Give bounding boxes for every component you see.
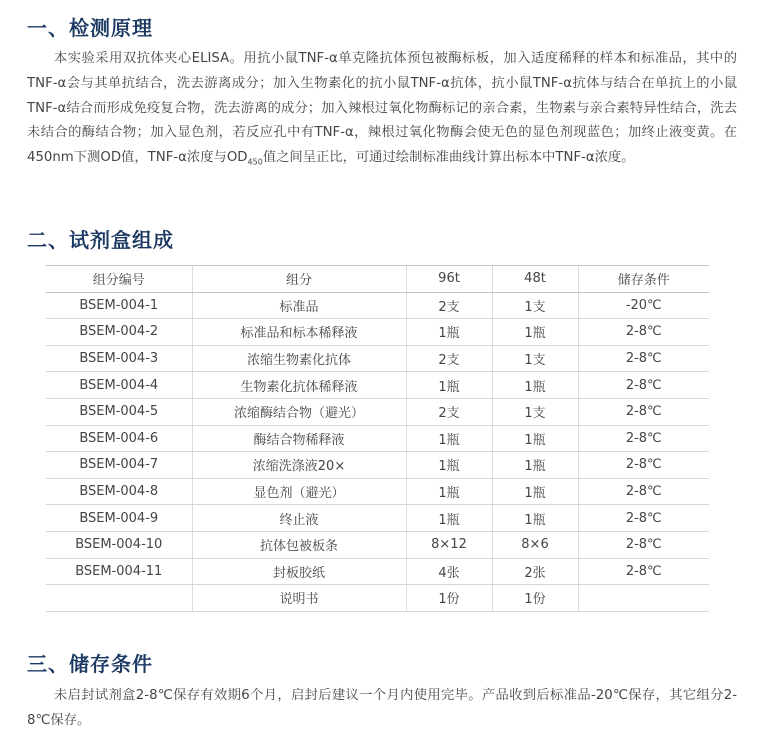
table-row: [46, 372, 709, 399]
table-cell: 标准品: [192, 292, 406, 319]
table-cell: 2-8℃: [578, 345, 709, 372]
table-cell: 1支: [492, 398, 578, 425]
principle-paragraph: [27, 47, 737, 171]
table-cell: BSEM-004-6: [46, 425, 192, 452]
table-cell: 1瓶: [492, 425, 578, 452]
table-cell: 浓缩生物素化抗体: [192, 345, 406, 372]
section-title-storage: 三、储存条件: [27, 652, 153, 676]
table-header-cell: 组分: [192, 266, 406, 293]
storage-paragraph: 未启封试剂盒2-8℃保存有效期6个月，启封后建议一个月内使用完毕。产品收到后标准品-20℃保存，其它组分2-8℃保存。: [27, 688, 737, 728]
table-cell: [578, 585, 709, 612]
table-cell: 2支: [406, 398, 492, 425]
table-row: [46, 478, 709, 505]
table-cell: 1瓶: [492, 452, 578, 479]
table-cell: 封板胶纸: [192, 558, 406, 585]
table-row: [46, 505, 709, 532]
table-cell: BSEM-004-9: [46, 505, 192, 532]
table-row: [46, 531, 709, 558]
table-cell: 2-8℃: [578, 398, 709, 425]
table-cell: 浓缩洗涤液20×: [192, 452, 406, 479]
table-cell: 1瓶: [406, 319, 492, 346]
table-cell: [46, 585, 192, 612]
table-cell: 酶结合物稀释液: [192, 425, 406, 452]
table-cell: 4张: [406, 558, 492, 585]
table-cell: 浓缩酶结合物（避光）: [192, 398, 406, 425]
table-header-cell: 组分编号: [46, 266, 192, 293]
table-cell: 2-8℃: [578, 319, 709, 346]
table-row: [46, 398, 709, 425]
table-cell: 1瓶: [406, 452, 492, 479]
table-cell: BSEM-004-7: [46, 452, 192, 479]
principle-text-a: 本实验采用双抗体夹心ELISA。用抗小鼠TNF-α单克隆抗体预包被酶标板，加入适度稀释的样本和标准品，其中的TNF-α会与其单抗结合，洗去游离成分；加入生物素化的抗小鼠TNF-α抗体，抗小鼠TNF-α抗体与结合在单抗上的小鼠TNF-α结合而形成免疫复合物，洗去游离的成分；加入辣根过氧化物酶标记的亲合素，生物素与亲合素特异性结合，洗去未结合的酶结合物；加入显色剂，若反应孔中有TNF-α，辣根过氧化物酶会使无色的显色剂现蓝色；加终止液变黄。在450nm下测OD值，TNF-α浓度与OD: [27, 51, 737, 166]
table-cell: BSEM-004-5: [46, 398, 192, 425]
od-subscript: 450: [247, 157, 263, 167]
table-cell: 1支: [492, 345, 578, 372]
table-cell: 标准品和标本稀释液: [192, 319, 406, 346]
table-cell: 1支: [492, 292, 578, 319]
table-header-row: [46, 266, 709, 293]
table-cell: 1瓶: [406, 425, 492, 452]
table-cell: 8×12: [406, 531, 492, 558]
table-cell: 2-8℃: [578, 478, 709, 505]
table-cell: BSEM-004-3: [46, 345, 192, 372]
table-header-cell: 储存条件: [578, 266, 709, 293]
table-cell: 2张: [492, 558, 578, 585]
table-cell: 1瓶: [406, 372, 492, 399]
table-cell: -20℃: [578, 292, 709, 319]
table-body: [46, 292, 709, 611]
table-cell: BSEM-004-8: [46, 478, 192, 505]
table-row: [46, 319, 709, 346]
table-cell: 2-8℃: [578, 452, 709, 479]
table-cell: 1瓶: [406, 478, 492, 505]
table-cell: 1瓶: [406, 505, 492, 532]
table-cell: 2-8℃: [578, 558, 709, 585]
table-cell: BSEM-004-2: [46, 319, 192, 346]
table-cell: 1瓶: [492, 372, 578, 399]
table-cell: BSEM-004-11: [46, 558, 192, 585]
table-cell: 生物素化抗体稀释液: [192, 372, 406, 399]
table-cell: 1瓶: [492, 505, 578, 532]
table-row: [46, 558, 709, 585]
table-cell: 2-8℃: [578, 425, 709, 452]
table-cell: 2-8℃: [578, 505, 709, 532]
table-header-cell: 48t: [492, 266, 578, 293]
table-cell: 显色剂（避光）: [192, 478, 406, 505]
table-header-cell: 96t: [406, 266, 492, 293]
table-cell: 8×6: [492, 531, 578, 558]
table-cell: BSEM-004-1: [46, 292, 192, 319]
table-cell: 1瓶: [492, 319, 578, 346]
kit-components-table: [46, 265, 709, 612]
table-cell: 说明书: [192, 585, 406, 612]
table-cell: 终止液: [192, 505, 406, 532]
table-cell: 1份: [492, 585, 578, 612]
table-cell: 2支: [406, 292, 492, 319]
table-cell: 抗体包被板条: [192, 531, 406, 558]
table-cell: 2支: [406, 345, 492, 372]
table-cell: BSEM-004-10: [46, 531, 192, 558]
table-cell: 2-8℃: [578, 372, 709, 399]
table-row: [46, 425, 709, 452]
table-row: [46, 292, 709, 319]
table-row: [46, 585, 709, 612]
table-cell: 1瓶: [492, 478, 578, 505]
table-row: [46, 345, 709, 372]
table-cell: BSEM-004-4: [46, 372, 192, 399]
section-title-principle: 一、检测原理: [27, 16, 153, 40]
table-cell: 1份: [406, 585, 492, 612]
table-row: [46, 452, 709, 479]
table-cell: 2-8℃: [578, 531, 709, 558]
section-title-kit-components: 二、试剂盒组成: [27, 228, 174, 252]
principle-text-b: 值之间呈正比，可通过绘制标准曲线计算出标本中TNF-α浓度。: [262, 150, 635, 166]
